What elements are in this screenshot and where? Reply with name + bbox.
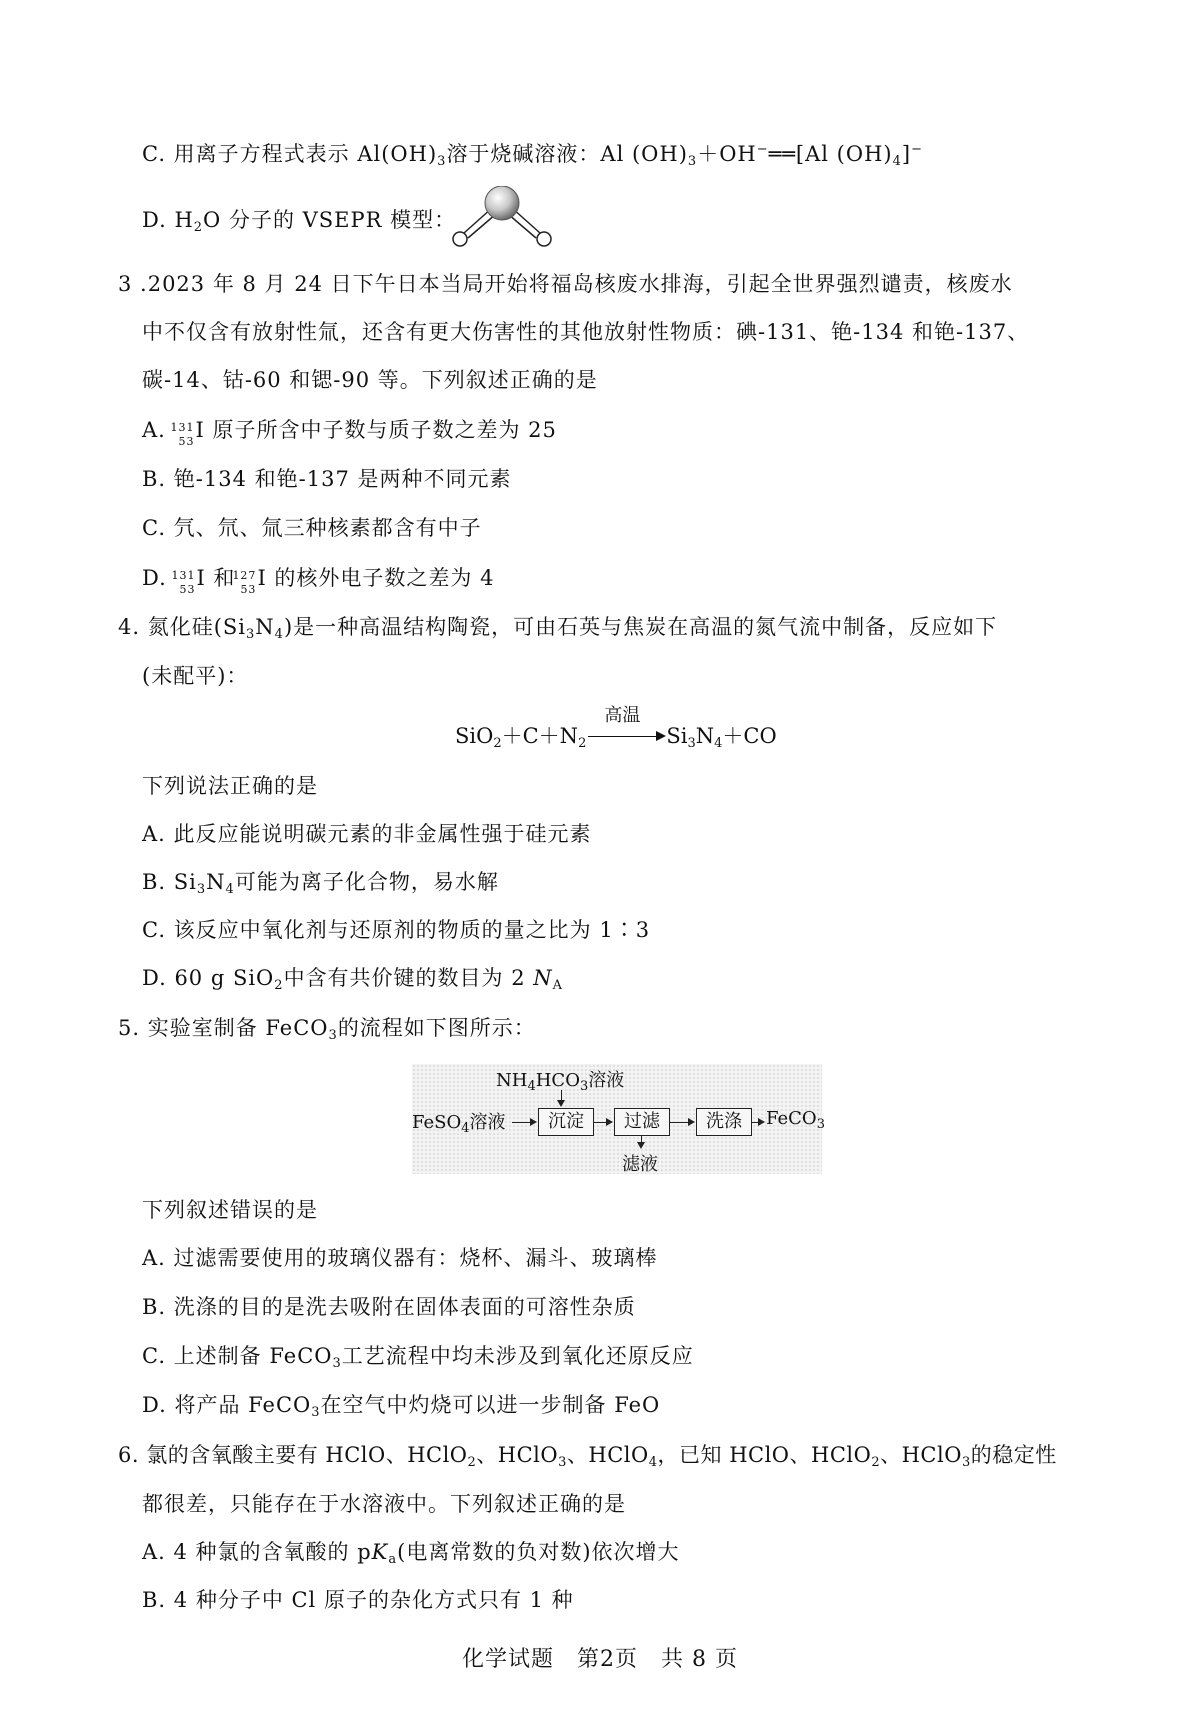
iodine-131-notation: 131 53 xyxy=(170,421,195,448)
reaction-arrow: 高温 xyxy=(586,722,666,750)
q3-stem-line3: 碳-14、钴-60 和锶-90 等。下列叙述正确的是 xyxy=(142,368,598,392)
q4-stem-line2: (未配平)： xyxy=(142,664,249,688)
q2-option-d: D. $H_2O$ 分子的 VSEPR 模型： xyxy=(142,208,457,235)
q4-stem-line1: 4. 氮化硅$(Si_3N_4)$是一种高温结构陶瓷，可由石英与焦炭在高温的氮气流中制备，反应如下 xyxy=(118,615,998,642)
q4-option-b: B. $Si_3N_4$可能为离子化合物，易水解 xyxy=(142,870,499,897)
q4-question: 下列说法正确的是 xyxy=(142,774,318,798)
q6-stem-line1: 6. 氯的含氧酸主要有 HClO、HClO$_2$、HClO$_3$、HClO$_4$，已知 HClO、HClO$_2$、HClO$_3$的稳定性 xyxy=(118,1443,1057,1470)
flow-filtrate-label: 滤液 xyxy=(622,1154,658,1175)
q3-option-d: D. 131 53 I 和 127 53 I 的核外电子数之差为 4 xyxy=(142,566,495,596)
q6-stem-line2: 都很差，只能存在于水溶液中。下列叙述正确的是 xyxy=(142,1492,626,1516)
q4-reaction-equation: $SiO_2+C+N_2$ 高温 $Si_3N_4+CO$ xyxy=(455,705,777,751)
q5-option-a: A. 过滤需要使用的玻璃仪器有：烧杯、漏斗、玻璃棒 xyxy=(142,1246,658,1270)
q5-option-b: B. 洗涤的目的是洗去吸附在固体表面的可溶性杂质 xyxy=(142,1295,636,1319)
q3-option-c: C. 氕、氘、氚三种核素都含有中子 xyxy=(142,516,482,540)
q5-option-c: C. 上述制备 FeCO$_3$工艺流程中均未涉及到氧化还原反应 xyxy=(142,1344,694,1371)
q5-question: 下列叙述错误的是 xyxy=(142,1198,318,1222)
q4-option-a: A. 此反应能说明碳元素的非金属性强于硅元素 xyxy=(142,822,592,846)
flow-step-precipitation: 沉淀 xyxy=(538,1108,594,1136)
flow-reagent-label: $NH_4HCO_3$溶液 xyxy=(496,1070,625,1094)
flow-product-label: FeCO$_3$ xyxy=(766,1108,825,1132)
flow-start-label: FeSO$_4$溶液 xyxy=(412,1112,506,1136)
q2-option-c: C. 用离子方程式表示 $Al(OH)_3$溶于烧碱溶液：Al $(OH)_3+OH^-══[Al$ $(OH)_4]^-$ xyxy=(142,142,923,169)
iodine-131-notation: 131 53 xyxy=(171,569,196,596)
water-vsepr-model-image xyxy=(440,186,570,250)
q6-option-a: A. 4 种氯的含氧酸的 $pK_a$(电离常数的负对数)依次增大 xyxy=(142,1540,680,1567)
flow-step-filtration: 过滤 xyxy=(614,1108,670,1136)
q3-option-b: B. 铯-134 和铯-137 是两种不同元素 xyxy=(142,467,512,491)
q6-option-b: B. 4 种分子中 Cl 原子的杂化方式只有 1 种 xyxy=(142,1588,574,1612)
q3-option-a: A. 131 53 I 原子所含中子数与质子数之差为 25 xyxy=(142,418,557,448)
page-footer: 化学试题 第2页 共 8 页 xyxy=(462,1647,738,1672)
q3-stem-line1: 3 .2023 年 8 月 24 日下午日本当局开始将福岛核废水排海，引起全世界强烈谴责，核废水 xyxy=(118,272,1013,296)
flow-step-washing: 洗涤 xyxy=(696,1108,752,1136)
q5-stem: 5. 实验室制备 FeCO$_3$的流程如下图所示： xyxy=(118,1016,536,1043)
q3-stem-line2: 中不仅含有放射性氚，还含有更大伤害性的其他放射性物质：碘-131、铯-134 和铯-137、 xyxy=(142,320,1030,344)
iodine-127-notation: 127 53 xyxy=(232,569,257,596)
q4-option-c: C. 该反应中氧化剂与还原剂的物质的量之比为 1∶3 xyxy=(142,918,651,942)
q4-option-d: D. 60 g SiO$_2$中含有共价键的数目为 2 $N_A$ xyxy=(142,966,564,993)
q5-flow-diagram xyxy=(412,1064,825,1175)
q5-option-d: D. 将产品 FeCO$_3$在空气中灼烧可以进一步制备 FeO xyxy=(142,1393,661,1420)
